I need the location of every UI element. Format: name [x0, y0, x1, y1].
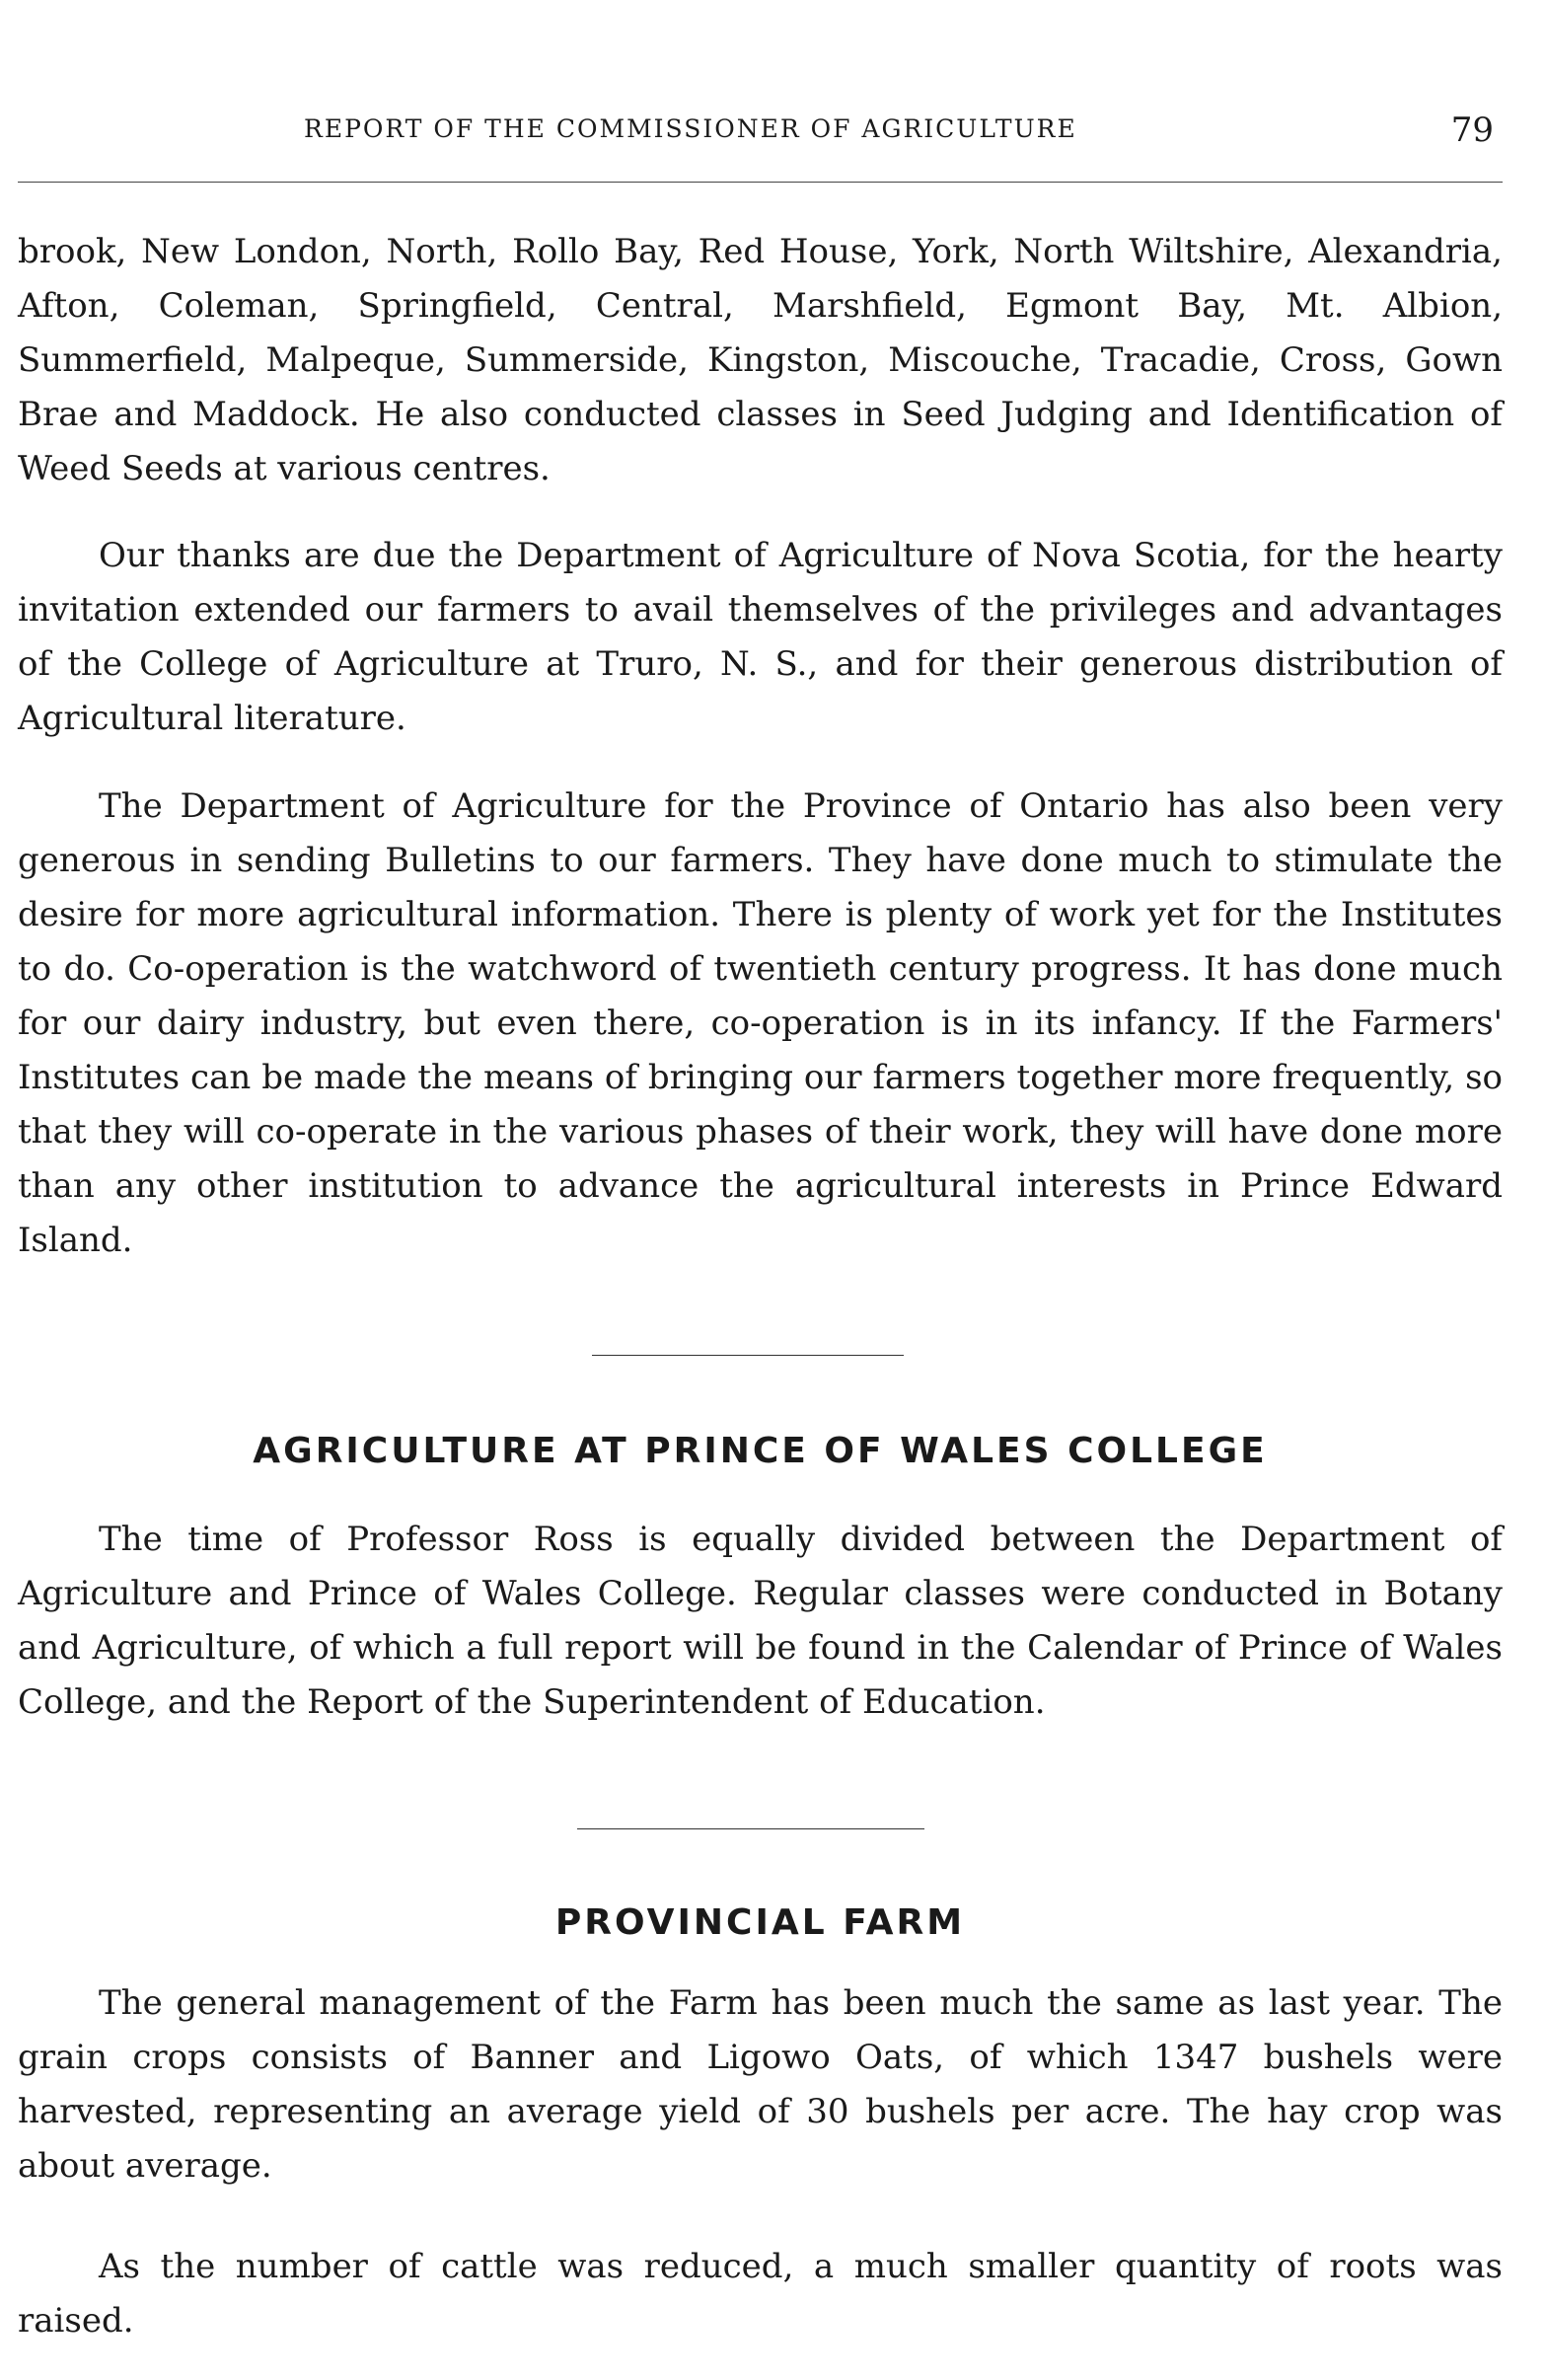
paragraph-farm-management: The general management of the Farm has been much the same as last year. The grain crops consists of Banner and Ligowo Oats, of which 1347 bushels were harvested, representing an average yield of 30 bushels per acre. The hay crop was about average. — [18, 1983, 1503, 2186]
page-number: 79 — [1450, 111, 1494, 150]
section-heading-farm: PROVINCIAL FARM — [554, 1902, 966, 1943]
running-head — [18, 111, 1506, 154]
section-heading-college: AGRICULTURE AT PRINCE OF WALES COLLEGE — [253, 1431, 1268, 1471]
section-divider — [592, 1355, 904, 1356]
header-rule — [18, 182, 1503, 183]
section-divider — [577, 1828, 924, 1829]
paragraph-ontario: The Department of Agriculture for the Province of Ontario has also been very generous in sending Bulletins to our farmers. They have done much to stimulate the desire for more agricultural information. There is plenty of work yet for the Institutes to do. Co-operation is the watchword of twentieth century progress. It has done much for our dairy industry, but even there, co-operation is in its infancy. If the Farmers' Institutes can be made the means of bringing our farmers together more frequently, so that they will co-operate in the various phases of their work, they will have done more than any other institution to advance the agricultural interests in Prince Edward Island. — [18, 786, 1503, 1260]
paragraph-professor-ross: The time of Professor Ross is equally divided between the Department of Agriculture and Prince of Wales College. Regular classes were conducted in Botany and Agriculture, of which a full report will be found in the Calendar of Prince of Wales College, and the Report of the Superintendent of Education. — [18, 1520, 1503, 1722]
paragraph-roots: As the number of cattle was reduced, a much smaller quantity of roots was raised. — [18, 2247, 1503, 2341]
paragraph-centres-list: brook, New London, North, Rollo Bay, Red House, York, North Wiltshire, Alexandria, Afton, Coleman, Springfield, Central, Marshfield, Egmont Bay, Mt. Albion, Summerfield, Malpeque, Summerside, Kingston, Miscouche, Tracadie, Cross, Gown Brae and Maddock. He also conducted classes in Seed Judging and Identification of Weed Seeds at various centres. — [18, 232, 1503, 488]
running-title: REPORT OF THE COMMISSIONER OF AGRICULTURE — [304, 114, 1077, 143]
paragraph-nova-scotia: Our thanks are due the Department of Agriculture of Nova Scotia, for the hearty invitation extended our farmers to avail themselves of the privileges and advantages of the College of Agriculture at Truro, N. S., and for their generous distribution of Agricultural literature. — [18, 536, 1503, 738]
